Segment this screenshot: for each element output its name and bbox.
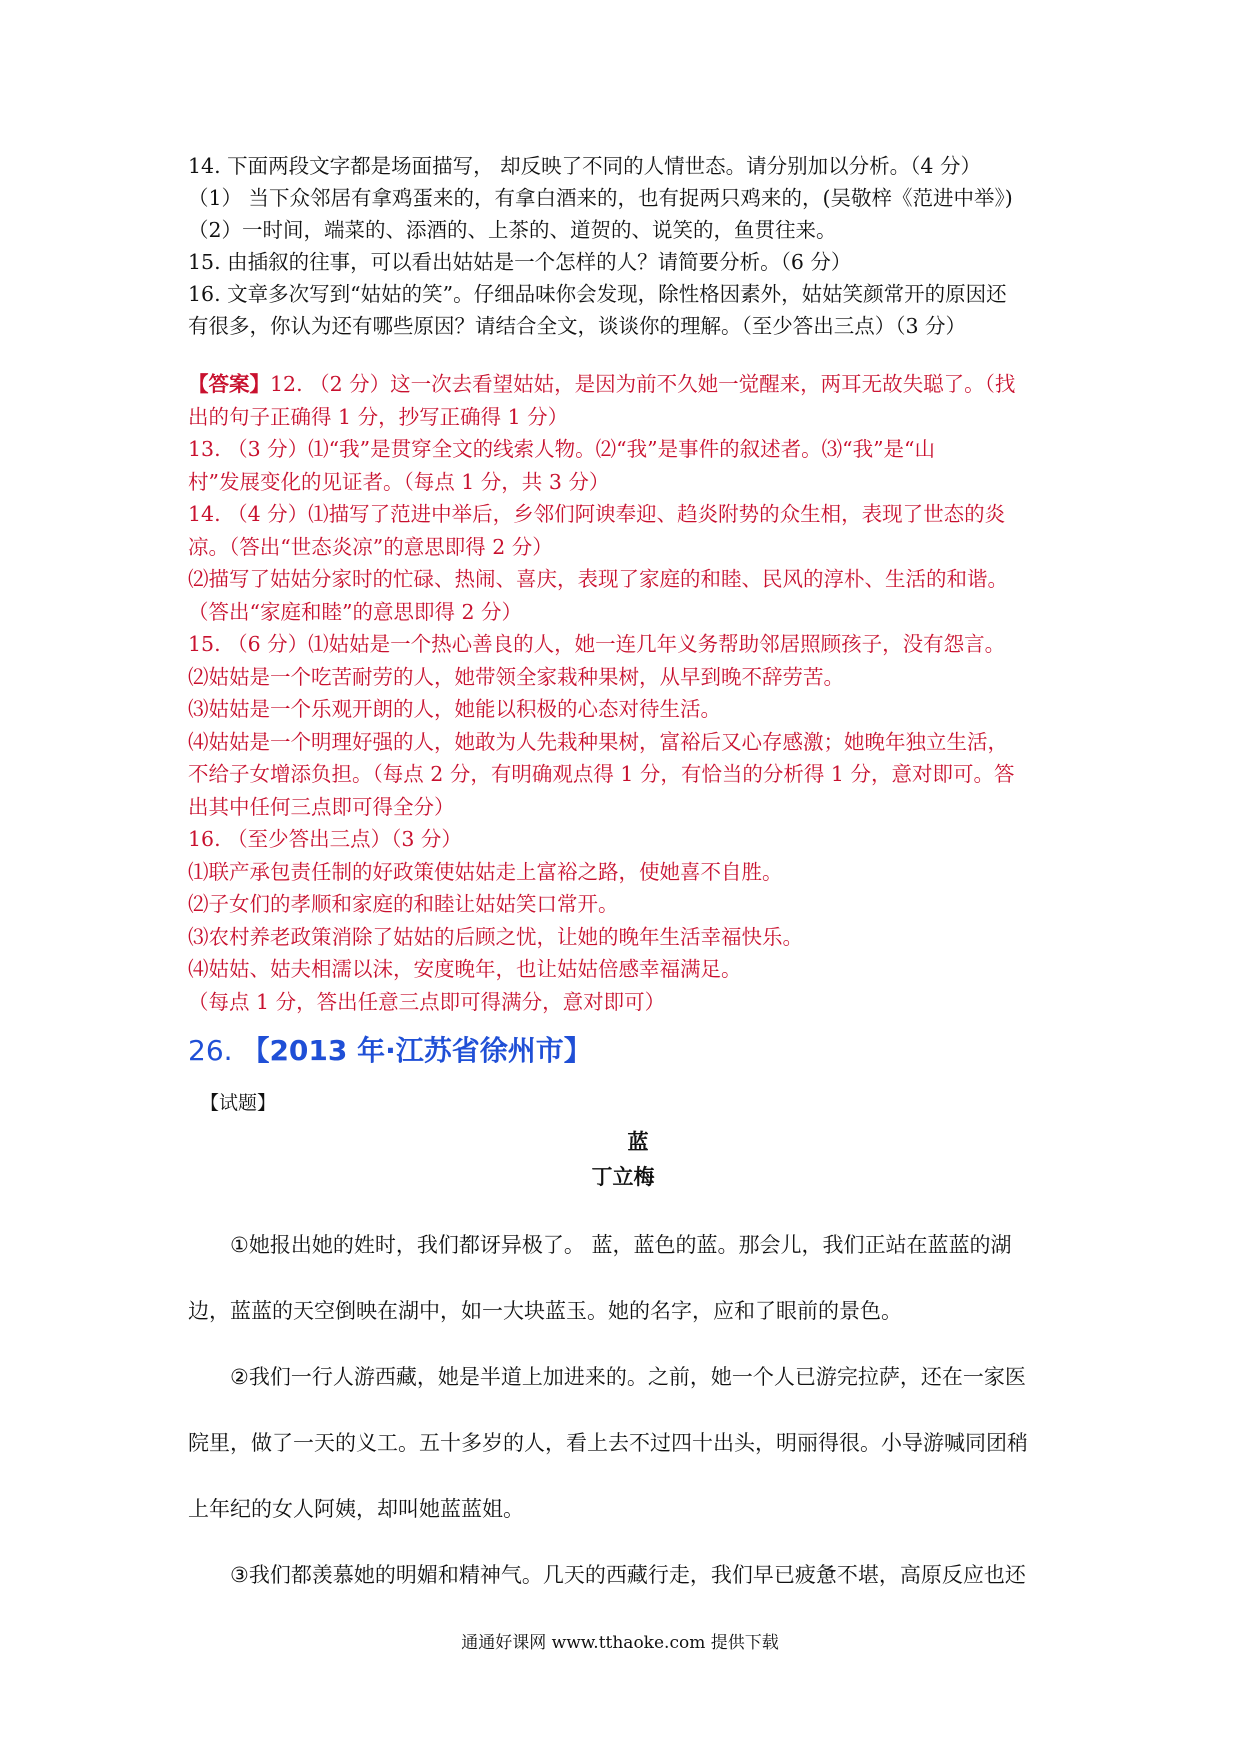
essay-para-3-line-1: ③我们都羡慕她的明媚和精神气。几天的西藏行走，我们早已疲惫不堪，高原反应也还 <box>230 1563 1026 1587</box>
essay-title: 蓝 <box>627 1129 649 1154</box>
essay-para-1-line-1: ①她报出她的姓时，我们都讶异极了。 蓝，蓝色的蓝。那会儿，我们正站在蓝蓝的湖 <box>230 1233 1012 1257</box>
answer-tag: 【答案】 <box>188 372 270 396</box>
answer-14-line-1: 14. （4 分）⑴描写了范进中举后，乡邻们阿谀奉迎、趋炎附势的众生相，表现了世态的炎 <box>188 502 1006 526</box>
answer-16-line-5: ⑷姑姑、姑夫相濡以沫，安度晚年，也让姑姑倍感幸福满足。 <box>188 957 742 981</box>
question-14: 14. 下面两段文字都是场面描写， 却反映了不同的人情世态。请分别加以分析。（4 分） <box>188 154 981 178</box>
question-16-line-1: 16. 文章多次写到“姑姑的笑”。仔细品味你会发现，除性格因素外，姑姑笑颜常开的原因还 <box>188 282 1007 306</box>
essay-author: 丁立梅 <box>591 1164 655 1189</box>
section-heading <box>188 1028 1068 1074</box>
answer-15-line-4: ⑷姑姑是一个明理好强的人，她敢为人先栽种果树，富裕后又心存感激；她晚年独立生活， <box>188 729 1008 754</box>
answers-block <box>188 368 1068 1018</box>
answer-16-line-3: ⑵子女们的孝顺和家庭的和睦让姑姑笑口常开。 <box>188 892 619 916</box>
section-number: 26. <box>188 1034 233 1067</box>
answer-16-line-4: ⑶农村养老政策消除了姑姑的后顾之忧，让她的晚年生活幸福快乐。 <box>188 924 803 949</box>
essay-para-2-line-2: 院里，做了一天的义工。五十多岁的人，看上去不过四十出头，明丽得很。小导游喊同团稍 <box>188 1431 1028 1455</box>
answer-13-line-1: 13. （3 分）⑴“我”是贯穿全文的线索人物。⑵“我”是事件的叙述者。⑶“我”是“山 <box>188 437 936 461</box>
answer-15-line-6: 出其中任何三点即可得全分） <box>188 794 455 819</box>
answer-16-line-1: 16. （至少答出三点）（3 分） <box>188 827 462 851</box>
essay-para-2-line-1: ②我们一行人游西藏，她是半道上加进来的。之前，她一个人已游完拉萨，还在一家医 <box>230 1365 1026 1389</box>
answer-13-line-2: 村”发展变化的见证者。（每点 1 分，共 3 分） <box>188 469 610 494</box>
essay-para-1-line-2: 边，蓝蓝的天空倒映在湖中，如一大块蓝玉。她的名字，应和了眼前的景色。 <box>188 1299 902 1323</box>
questions-block <box>188 150 1068 342</box>
answer-15-line-5: 不给子女增添负担。（每点 2 分，有明确观点得 1 分，有恰当的分析得 1 分，意对即可。答 <box>188 762 1015 786</box>
question-14-excerpt-2: （2）一时间，端菜的、添酒的、上茶的、道贺的、说笑的，鱼贯往来。 <box>188 218 837 242</box>
page-content <box>188 150 1068 1608</box>
answer-15-line-3: ⑶姑姑是一个乐观开朗的人，她能以积极的心态对待生活。 <box>188 697 721 721</box>
answer-12-line-2: 出的句子正确得 1 分，抄写正确得 1 分） <box>188 404 569 429</box>
question-14-excerpt-1: （1） 当下众邻居有拿鸡蛋来的，有拿白酒来的，也有捉两只鸡来的，(吴敬梓《范进中举》) <box>188 186 1013 210</box>
answer-14-line-2: 凉。（答出“世态炎凉”的意思即得 2 分） <box>188 534 553 559</box>
essay-body <box>188 1212 1068 1608</box>
answer-14-line-3: ⑵描写了姑姑分家时的忙碌、热闹、喜庆，表现了家庭的和睦、民风的淳朴、生活的和谐。 <box>188 567 1008 591</box>
page-footer: 通通好课网 www.tthaoke.com 提供下载 <box>461 1633 779 1653</box>
section-title: 【2013 年·江苏省徐州市】 <box>241 1034 592 1067</box>
answer-15-line-2: ⑵姑姑是一个吃苦耐劳的人，她带领全家栽种果树，从早到晚不辞劳苦。 <box>188 664 844 689</box>
shiti-label: 【试题】 <box>200 1092 277 1114</box>
answer-12-line-1 <box>188 368 1068 401</box>
answer-16-line-6: （每点 1 分，答出任意三点即可得满分，意对即可） <box>188 989 666 1014</box>
question-15: 15. 由插叙的往事，可以看出姑姑是一个怎样的人？请简要分析。（6 分） <box>188 250 852 274</box>
answer-12-text: 12. （2 分）这一次去看望姑姑，是因为前不久她一觉醒来，两耳无故失聪了。（找 <box>270 372 1016 396</box>
answer-15-line-1: 15. （6 分）⑴姑姑是一个热心善良的人，她一连几年义务帮助邻居照顾孩子，没有怨言。 <box>188 632 1006 656</box>
question-16-line-2: 有很多，你认为还有哪些原因？请结合全文，谈谈你的理解。（至少答出三点）（3 分） <box>188 314 967 338</box>
answer-14-line-4: （答出“家庭和睦”的意思即得 2 分） <box>188 599 523 624</box>
answer-16-line-2: ⑴联产承包责任制的好政策使姑姑走上富裕之路，使她喜不自胜。 <box>188 859 783 884</box>
essay-para-2-line-3: 上年纪的女人阿姨，却叫她蓝蓝姐。 <box>188 1497 524 1521</box>
